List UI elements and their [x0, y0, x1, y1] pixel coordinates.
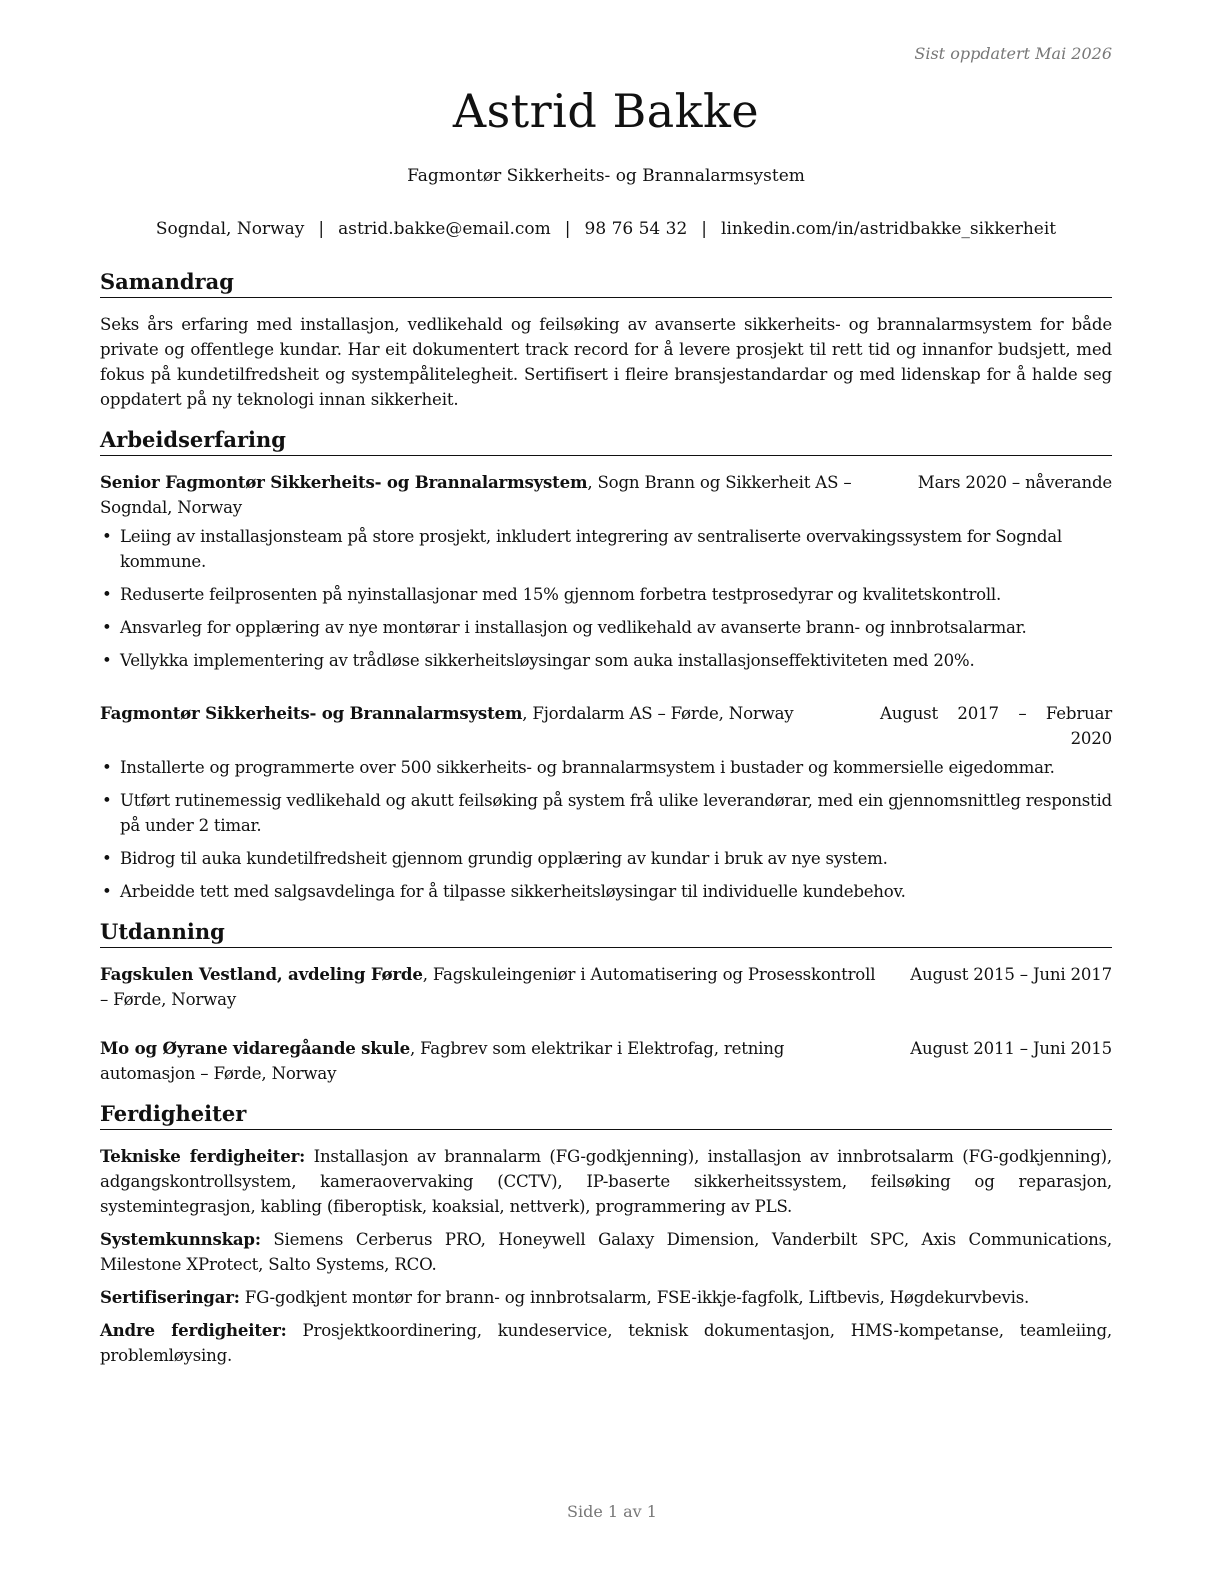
summary-text: Seks års erfaring med installasjon, vedlikehald og feilsøking av avanserte sikkerheits- og brannalarmsystem for både private og offentlege kundar. Har eit dokumentert track record for å levere prosjekt til rett tid og innanfor budsjett, med fokus på kundetilfredsheit og systempålitelegheit. Sertifisert i fleire bransjestandardar og med lidenskap for å halde seg oppdatert på ny teknologi innan sikkerheit. [100, 315, 1112, 409]
skill-label: Sertifiseringar: [100, 1287, 240, 1307]
job-employer: , Fjordalarm AS – Førde, Norway [522, 704, 794, 723]
last-updated: Sist oppdatert Mai 2026 [914, 44, 1112, 63]
job-bullets [100, 755, 1112, 904]
job-bullets [100, 524, 1112, 673]
job-title: Fagmontør Sikkerheits- og Brannalarmsystem [407, 166, 805, 186]
skill-label: Systemkunnskap: [100, 1229, 261, 1249]
job-role: Fagmontør Sikkerheits- og Brannalarmsystem [100, 703, 523, 723]
candidate-name: Astrid Bakke [452, 84, 760, 138]
list-item: • Bidrog til auka kundetilfredsheit gjennom grundig opplæring av kundar i bruk av nye system. [100, 846, 1112, 871]
list-item: • Vellykka implementering av trådløse sikkerheitsløysingar som auka installasjonseffektiviteten med 20%. [100, 648, 1112, 673]
school-name: Fagskulen Vestland, avdeling Førde [100, 964, 423, 984]
job-dates: August 2017 – Februar 2020 [880, 704, 1112, 748]
education-entry [100, 1036, 1112, 1086]
contact-linkedin[interactable]: linkedin.com/in/astridbakke_sikkerheit [721, 219, 1057, 239]
contact-location: Sogndal, Norway [155, 219, 305, 239]
skill-text: Prosjektkoordinering, kundeservice, teknisk dokumentasjon, HMS-kompetanse, teamleiing, problemløysing. [100, 1321, 1112, 1365]
education-section [100, 918, 1112, 1086]
contact-line [100, 219, 1112, 239]
skill-group [100, 1144, 1112, 1219]
list-item: • Leiing av installasjonsteam på store prosjekt, inkludert integrering av sentraliserte overvakingssystem for Sogndal kommune. [100, 524, 1112, 574]
resume-content [100, 268, 1112, 1368]
experience-entry [100, 470, 1112, 673]
job-employer: , Sogn Brann og Sikkerheit AS – Sogndal, Norway [100, 473, 852, 517]
contact-separator: | [564, 219, 571, 239]
entry-header [100, 701, 1112, 751]
section-heading-summary: Samandrag [100, 268, 1112, 298]
list-item: • Ansvarleg for opplæring av nye montørar i installasjon og vedlikehald av avanserte brann- og innbrotsalarmar. [100, 615, 1112, 640]
school-name: Mo og Øyrane vidaregåande skule [100, 1038, 410, 1058]
skill-text: Siemens Cerberus PRO, Honeywell Galaxy Dimension, Vanderbilt SPC, Axis Communications, Milestone XProtect, Salto Systems, RCO. [100, 1230, 1112, 1274]
entry-header [100, 470, 1112, 520]
entry-header [100, 962, 1112, 1012]
section-heading-skills: Ferdigheiter [100, 1100, 1112, 1130]
skill-label: Andre ferdigheiter: [100, 1320, 287, 1340]
job-dates: Mars 2020 – nåverande [917, 473, 1112, 492]
skill-group [100, 1227, 1112, 1277]
entry-header [100, 1036, 1112, 1086]
section-heading-experience: Arbeidserfaring [100, 426, 1112, 456]
skill-label: Tekniske ferdigheiter: [100, 1146, 306, 1166]
experience-entry [100, 701, 1112, 904]
skill-text: FG-godkjent montør for brann- og innbrotsalarm, FSE-ikkje-fagfolk, Liftbevis, Høgdekurvbevis. [239, 1288, 1030, 1307]
education-entry [100, 962, 1112, 1012]
education-dates: August 2011 – Juni 2015 [910, 1039, 1112, 1058]
skills-section [100, 1100, 1112, 1368]
contact-email[interactable]: astrid.bakke@email.com [338, 219, 551, 239]
entry-title [100, 1036, 910, 1086]
list-item: • Arbeidde tett med salgsavdelinga for å tilpasse sikkerheitsløysingar til individuelle kundebehov. [100, 879, 1112, 904]
experience-section [100, 426, 1112, 904]
skill-group [100, 1285, 1112, 1310]
resume-page [100, 0, 1112, 1584]
school-details: , Fagskuleingeniør i Automatisering og Prosesskontroll – Førde, Norway [100, 965, 876, 1009]
list-item: • Reduserte feilprosenten på nyinstallasjonar med 15% gjennom forbetra testprosedyrar og kvalitetskontroll. [100, 582, 1112, 607]
section-heading-education: Utdanning [100, 918, 1112, 948]
list-item: • Utført rutinemessig vedlikehald og akutt feilsøking på system frå ulike leverandørar, med ein gjennomsnittleg responstid på under 2 timar. [100, 788, 1112, 838]
skill-text: Installasjon av brannalarm (FG-godkjenning), installasjon av innbrotsalarm (FG-godkjenning), adgangskontrollsystem, kameraovervaking (CCTV), IP-baserte sikkerheitssystem, feilsøking og reparasjon, systemintegrasjon, kabling (fiberoptisk, koaksial, nettverk), programmering av PLS. [100, 1147, 1112, 1216]
contact-phone: 98 76 54 32 [584, 219, 688, 239]
skill-group [100, 1318, 1112, 1368]
page-number: Side 1 av 1 [567, 1502, 657, 1521]
job-role: Senior Fagmontør Sikkerheits- og Brannalarmsystem [100, 472, 588, 492]
entry-title [100, 701, 880, 726]
entry-title [100, 470, 918, 520]
entry-title [100, 962, 910, 1012]
education-dates: August 2015 – Juni 2017 [910, 965, 1112, 984]
school-details: , Fagbrev som elektrikar i Elektrofag, retning automasjon – Førde, Norway [100, 1039, 785, 1083]
summary-section [100, 268, 1112, 412]
list-item: • Installerte og programmerte over 500 sikkerheits- og brannalarmsystem i bustader og kommersielle eigedommar. [100, 755, 1112, 780]
contact-separator: | [318, 219, 325, 239]
contact-separator: | [701, 219, 708, 239]
